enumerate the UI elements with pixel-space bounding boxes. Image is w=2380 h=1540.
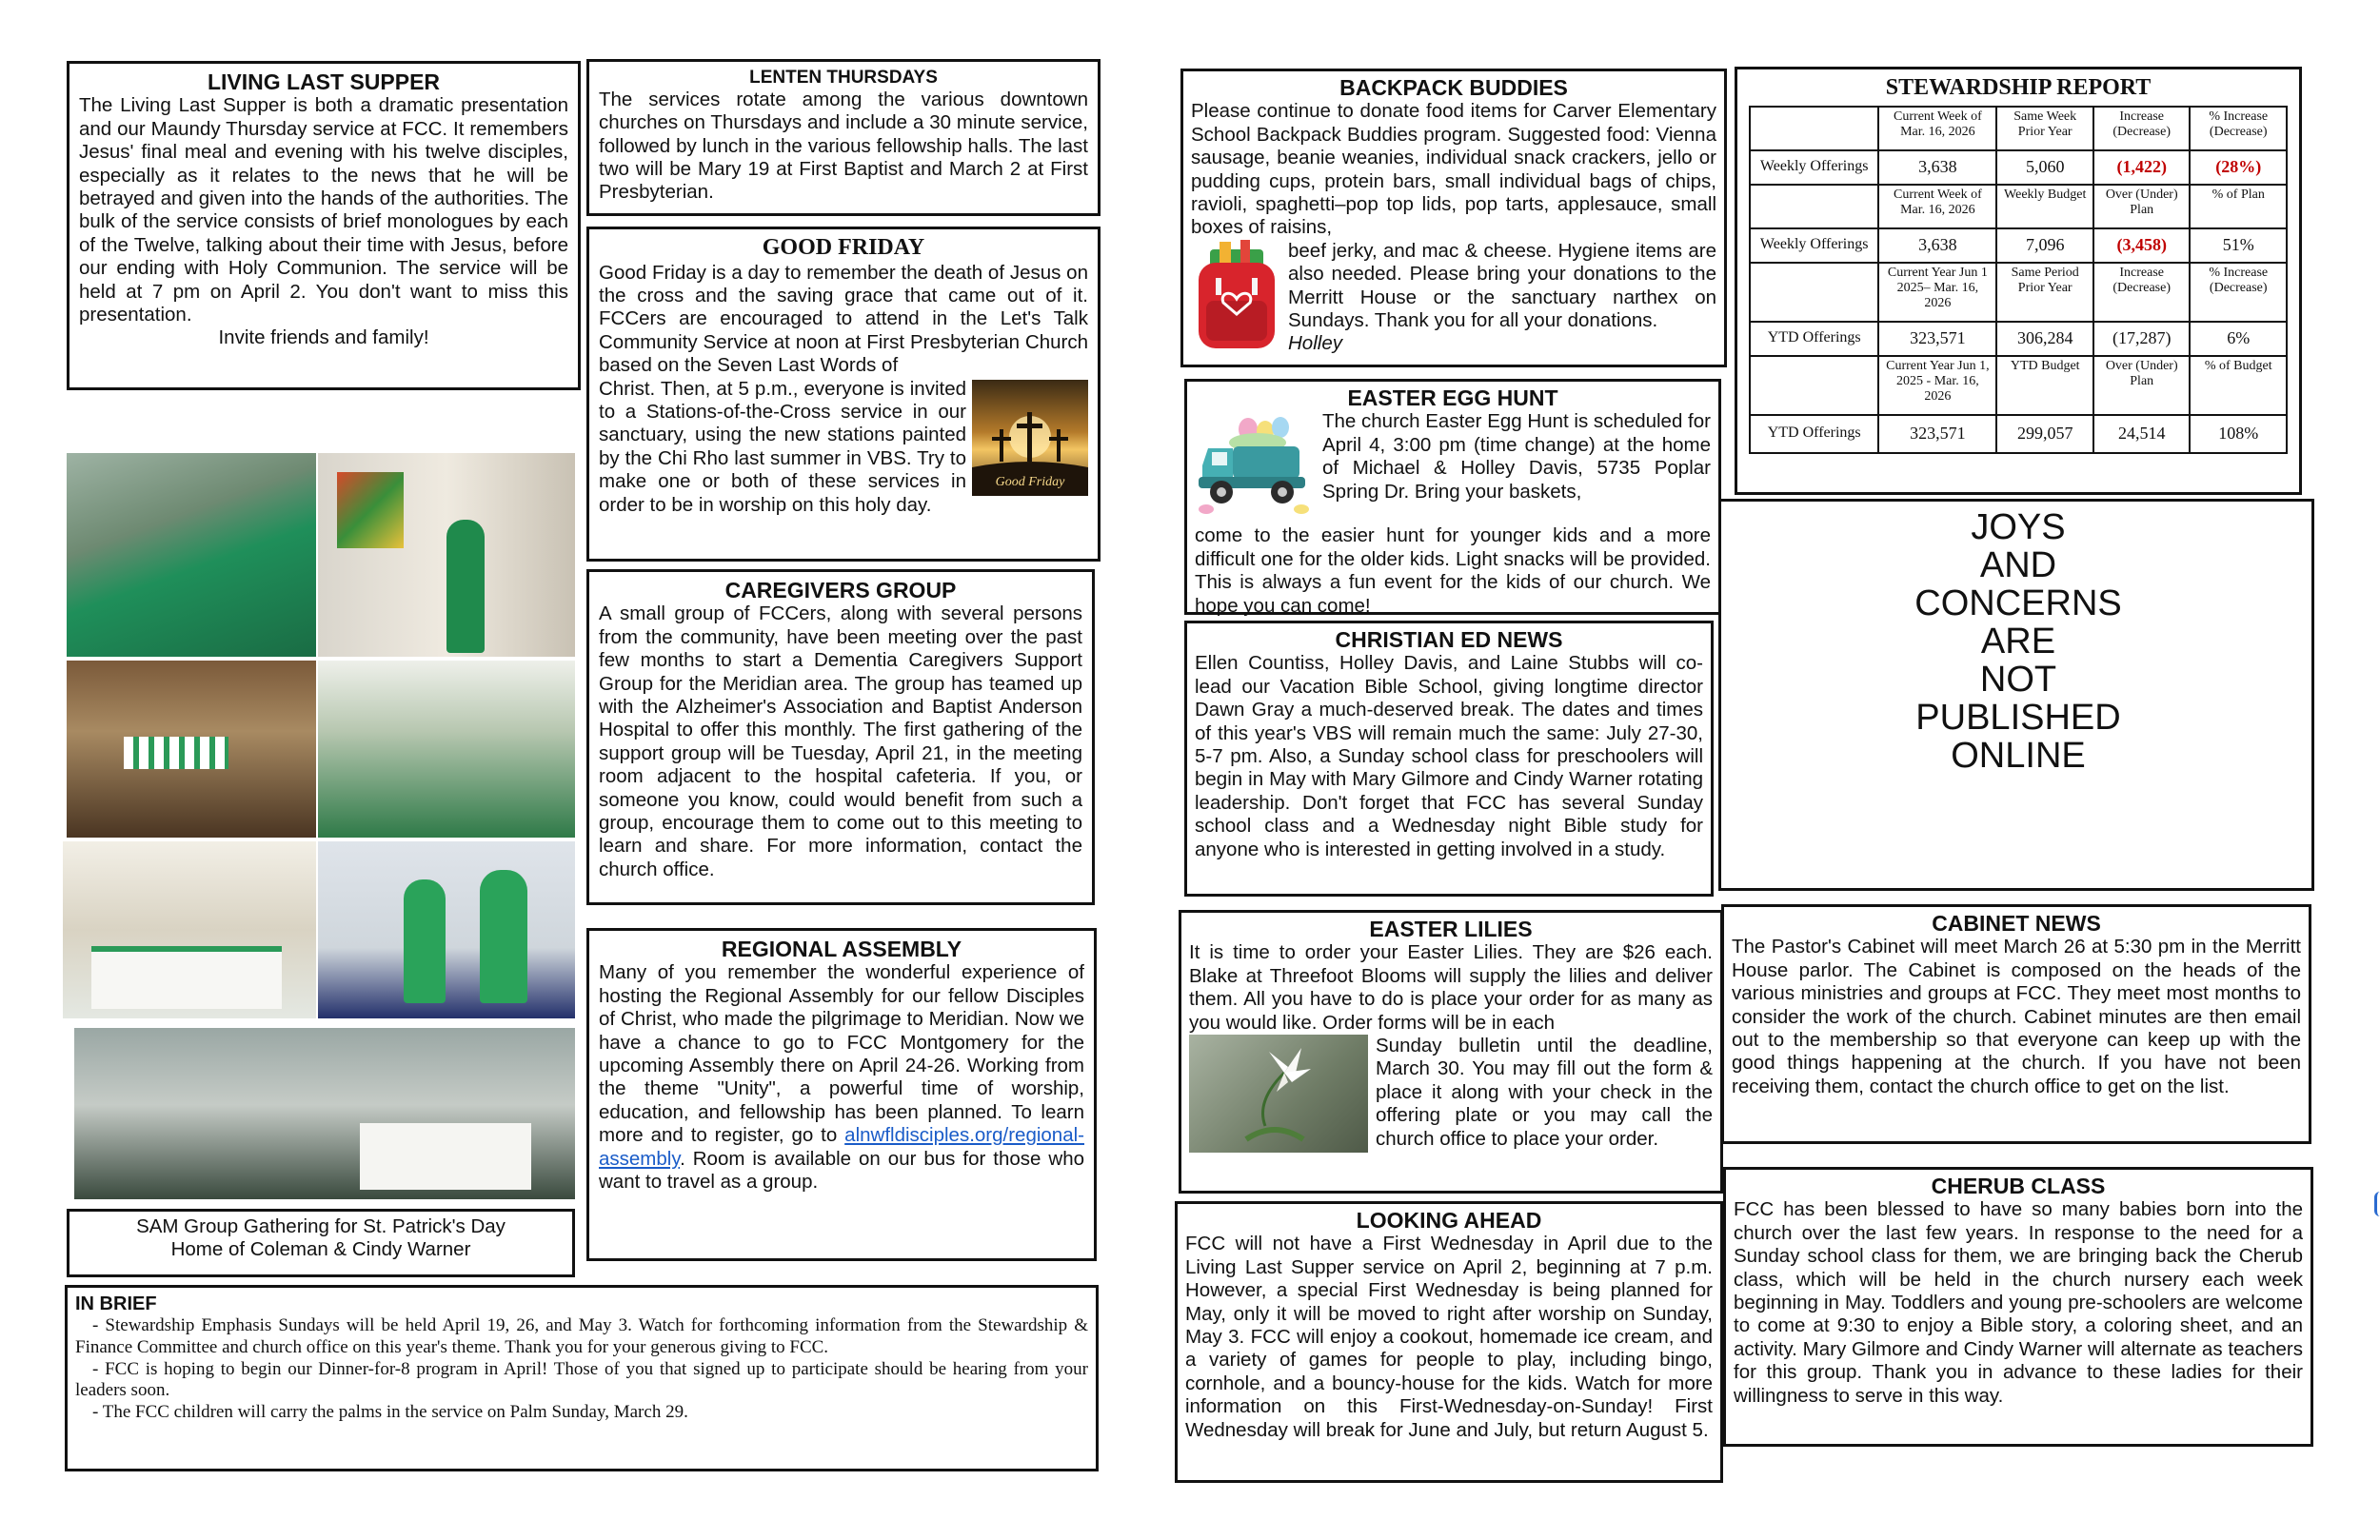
stewardship-cell: 51% xyxy=(2190,228,2287,263)
cherub-class-article xyxy=(1723,1167,2313,1447)
backpack-buddies-article xyxy=(1180,69,1727,367)
joys-line: CONCERNS xyxy=(1914,583,2122,623)
christian-ed-body: Ellen Countiss, Holley Davis, and Laine Stubbs will co-lead our Vacation Bible School, giving longtime director Dawn Gray a much-deserved break. The dates and times of this year's VBS will remain much the same: July 27-30, 5-7 pm. Also, a Sunday school class for preschoolers will begin in May with Mary Gilmore and Cindy Warner rotating leadership. Don't forget that FCC has several Sunday school class and a Wednesday night Bible study for anyone who is interested in getting involved in a study. xyxy=(1195,652,1703,860)
stewardship-cell: 3,638 xyxy=(1878,150,1996,185)
good-friday-article xyxy=(586,227,1101,562)
photo-caption-line1: SAM Group Gathering for St. Patrick's Day xyxy=(136,1215,506,1237)
stewardship-row-header-4 xyxy=(1750,356,2287,415)
stewardship-cell: (3,458) xyxy=(2093,228,2191,263)
in-brief-article xyxy=(65,1285,1099,1471)
cabinet-news-title: CABINET NEWS xyxy=(1932,911,2101,936)
joys-concerns-notice xyxy=(1856,508,2180,775)
living-last-supper-article xyxy=(67,61,581,390)
good-friday-image-caption: Good Friday xyxy=(995,474,1065,489)
stewardship-cell: 7,096 xyxy=(1996,228,2093,263)
in-brief-item-3: - The FCC children will carry the palms in the service on Palm Sunday, March 29. xyxy=(92,1402,688,1423)
easter-egg-hunt-body-bottom: come to the easier hunt for younger kids and a more difficult one for the older kids. Light snacks will be provided. This is always a fun event for the kids of our church. We hope you can come! xyxy=(1195,524,1711,617)
in-brief-item-2: - FCC is hoping to begin our Dinner-for-8 program in April! Those of you that signed up to participate should be hearing from your leaders soon. xyxy=(75,1358,1088,1401)
photo-table-decorations xyxy=(67,661,316,838)
joys-line: AND xyxy=(1979,545,2057,585)
stewardship-cell: % of Plan xyxy=(2190,185,2287,228)
in-brief-item-1: - Stewardship Emphasis Sundays will be held April 19, 26, and May 3. Watch for forthcoming information from the Stewardship & Finance Committee and church office on this year's theme. Thank you for your generous giving to FCC. xyxy=(75,1315,1088,1357)
easter-lilies-body-top: It is time to order your Easter Lilies. They are $26 each. Blake at Threefoot Blooms will supply the lilies and deliver them. All you have to do is place your order for as many as you would like. Order forms will be in each xyxy=(1189,941,1713,1034)
easter-truck-image xyxy=(1195,410,1317,524)
photo-buffet-line xyxy=(63,841,316,1018)
stewardship-cell: 323,571 xyxy=(1878,415,1996,453)
stewardship-cell: 5,060 xyxy=(1996,150,2093,185)
stewardship-cell: Current Week of Mar. 16, 2026 xyxy=(1878,107,1996,150)
looking-ahead-title: LOOKING AHEAD xyxy=(1356,1208,1542,1233)
stewardship-row-header-2 xyxy=(1750,185,2287,228)
stewardship-cell: 3,638 xyxy=(1878,228,1996,263)
stewardship-cell: Same Period Prior Year xyxy=(1996,263,2093,322)
stewardship-cell xyxy=(1750,356,1878,415)
stewardship-row-ytd-vs-prior xyxy=(1750,322,2287,356)
stewardship-cell: Weekly Offerings xyxy=(1750,150,1878,185)
living-last-supper-closing: Invite friends and family! xyxy=(218,326,429,349)
stewardship-cell: Current Week of Mar. 16, 2026 xyxy=(1878,185,1996,228)
easter-lilies-article xyxy=(1179,910,1723,1194)
easter-lily-image xyxy=(1189,1035,1368,1153)
easter-lilies-title: EASTER LILIES xyxy=(1369,917,1533,941)
edge-mark-icon xyxy=(2374,1192,2380,1216)
stewardship-cell xyxy=(1750,107,1878,150)
christian-ed-title: CHRISTIAN ED NEWS xyxy=(1335,627,1563,652)
joys-line: ONLINE xyxy=(1951,736,2086,776)
looking-ahead-body: FCC will not have a First Wednesday in April due to the Living Last Supper service on April 2, beginning at 7 p.m. However, a special First Wednesday is being planned for May, only it will be moved to right after worship on Sunday, May 3. FCC will enjoy a cookout, homemade ice cream, and a variety of games for people to play, including bingo, cornhole, and a bouncy-house for the kids. Watch for more information on this First-Wednesday-on-Sunday! First Wednesday will break for June and July, but return August 5. xyxy=(1185,1233,1713,1441)
stewardship-report xyxy=(1735,67,2302,495)
good-friday-body-top: Good Friday is a day to remember the death of Jesus on the cross and the saving grace that came out of it. FCCers are encouraged to attend in the Let's Talk Community Service at noon at First Presbyterian Church based on the Seven Last Words of xyxy=(599,261,1088,377)
photo-party-table xyxy=(67,453,316,657)
lenten-thursdays-article xyxy=(586,59,1101,216)
stewardship-cell: % of Budget xyxy=(2190,356,2287,415)
regional-assembly-title: REGIONAL ASSEMBLY xyxy=(721,937,962,961)
good-friday-body-side: Christ. Then, at 5 p.m., everyone is invited to a Stations-of-the-Cross service in our sanctuary, using the new stations painted by the Chi Rho last summer in VBS. Try to make one or both of these services in order to be in worship on this holy day. xyxy=(599,377,966,516)
easter-egg-hunt-title: EASTER EGG HUNT xyxy=(1347,385,1558,410)
stewardship-cell: 306,284 xyxy=(1996,322,2093,356)
stewardship-cell: YTD Budget xyxy=(1996,356,2093,415)
photo-caption-box xyxy=(67,1209,575,1277)
stewardship-cell xyxy=(1750,185,1878,228)
stewardship-cell: 323,571 xyxy=(1878,322,1996,356)
joys-line: ARE xyxy=(1980,622,2056,661)
easter-lilies-body-side: Sunday bulletin until the deadline, March 30. You may fill out the form & place it along with your check in the offering plate or you may call the church office to place your order. xyxy=(1376,1035,1713,1150)
stewardship-cell: Over (Under) Plan xyxy=(2093,185,2191,228)
joys-line: PUBLISHED xyxy=(1915,698,2121,738)
stewardship-cell: Increase (Decrease) xyxy=(2093,107,2191,150)
stewardship-cell: Same Week Prior Year xyxy=(1996,107,2093,150)
stewardship-row-header-1 xyxy=(1750,107,2287,150)
backpack-buddies-body-side: beef jerky, and mac & cheese. Hygiene items are also needed. Please bring your donations to the Merritt House or the sanctuary narthex on Sundays. Thank you for all your donations. xyxy=(1288,239,1716,331)
stewardship-cell: 24,514 xyxy=(2093,415,2191,453)
stewardship-cell: (1,422) xyxy=(2093,150,2191,185)
lenten-thursdays-title: LENTEN THURSDAYS xyxy=(749,68,938,88)
joys-line: NOT xyxy=(1979,660,2057,700)
cabinet-news-body: The Pastor's Cabinet will meet March 26 at 5:30 pm in the Merritt House parlor. The Cabinet is composed on the heads of the various ministries and groups at FCC. They meet most months to consider the work of the church. Cabinet minutes are then email out to the membership so that everyone can keep up with the good things happening at the church. If you have not been receiving them, contact the church office to get on the list. xyxy=(1732,936,2301,1097)
stewardship-cell: Increase (Decrease) xyxy=(2093,263,2191,322)
stewardship-cell: % Increase (Decrease) xyxy=(2190,263,2287,322)
looking-ahead-article xyxy=(1175,1201,1723,1483)
cabinet-news-article xyxy=(1721,904,2311,1144)
lenten-thursdays-body: The services rotate among the various downtown churches on Thursdays and include a 30 minute service, followed by lunch in the various fellowship halls. The last two will be Mary 19 at First Baptist and March 2 at First Presbyterian. xyxy=(599,88,1088,204)
stewardship-cell: YTD Offerings xyxy=(1750,415,1878,453)
stewardship-cell: 6% xyxy=(2190,322,2287,356)
easter-egg-hunt-body-side: The church Easter Egg Hunt is scheduled for April 4, 3:00 pm (time change) at the home of Michael & Holley Davis, 5735 Poplar Spring Dr. Bring your baskets, xyxy=(1322,410,1711,503)
regional-assembly-text-before: Many of you remember the wonderful experience of hosting the Regional Assembly for our fellow Disciples of Christ, who made the pilgrimage to Meridian. Now we have a chance to go to FCC Montgomery for the upcoming Assembly there on April 24-26. Working from the theme "Unity", a powerful time of worship, education, and fellowship has been planned. To learn more and to register, go to xyxy=(599,961,1084,1147)
cherub-class-body: FCC has been blessed to have so many babies born into the church over the last few years. In response to the need for a Sunday school class for them, we are bringing back the Cherub class, which will be held in the church nursery each week beginning in May. Toddlers and young pre-schoolers are welcome to come at 9:30 to enjoy a Bible story, a coloring sheet, and an activity. Mary Gilmore and Cindy Warner will alternate as teachers for this group. Thank you in advance to these ladies for their willingness to serve in this way. xyxy=(1734,1198,2303,1407)
living-last-supper-title: LIVING LAST SUPPER xyxy=(207,69,441,94)
backpack-buddies-title: BACKPACK BUDDIES xyxy=(1339,75,1568,100)
backpack-buddies-signature: Holley xyxy=(1288,332,1342,355)
good-friday-title: GOOD FRIDAY xyxy=(762,235,925,260)
stewardship-report-title: STEWARDSHIP REPORT xyxy=(1885,75,2152,100)
stewardship-cell: % Increase (Decrease) xyxy=(2190,107,2287,150)
stewardship-cell: 108% xyxy=(2190,415,2287,453)
stewardship-cell: 299,057 xyxy=(1996,415,2093,453)
photo-guests-in-green xyxy=(318,841,575,1018)
caregivers-group-title: CAREGIVERS GROUP xyxy=(724,578,957,602)
regional-assembly-body xyxy=(599,961,1084,1194)
christian-ed-article xyxy=(1184,621,1714,897)
regional-assembly-text-after: . Room is available on our bus for those who want to travel as a group. xyxy=(599,1147,1084,1193)
stewardship-cell: Current Year Jun 1 2025– Mar. 16, 2026 xyxy=(1878,263,1996,322)
good-friday-crosses-image xyxy=(972,380,1088,496)
living-last-supper-body: The Living Last Supper is both a dramatic presentation and our Maundy Thursday service at FCC. It remembers Jesus' final meal and evening with his twelve disciples, especially as it relates to the news that he will be betrayed and given into the hands of the authorities. The bulk of the service consists of brief monologues by each of the Twelve, talking about their time with Jesus, before our ending with Holy Communion. The service will be held at 7 pm on April 2. You don't want to miss this presentation. xyxy=(79,94,568,326)
regional-assembly-link[interactable]: alnwfldisciples.org/regional-assembly xyxy=(599,1124,1084,1170)
photo-caption-line2: Home of Coleman & Cindy Warner xyxy=(170,1238,471,1261)
regional-assembly-article xyxy=(586,928,1097,1261)
joys-line: JOYS xyxy=(1971,507,2066,547)
stewardship-cell: Current Year Jun 1, 2025 - Mar. 16, 2026 xyxy=(1878,356,1996,415)
st-patricks-photo-collage xyxy=(63,449,579,1203)
stewardship-row-header-3 xyxy=(1750,263,2287,322)
stewardship-cell xyxy=(1750,263,1878,322)
stewardship-cell: (17,287) xyxy=(2093,322,2191,356)
photo-tent-gathering xyxy=(318,661,575,838)
stewardship-cell: (28%) xyxy=(2190,150,2287,185)
stewardship-cell: YTD Offerings xyxy=(1750,322,1878,356)
easter-egg-hunt-article xyxy=(1184,379,1721,615)
stewardship-cell: Weekly Offerings xyxy=(1750,228,1878,263)
backpack-buddies-body-top: Please continue to donate food items for Carver Elementary School Backpack Buddies program. Suggested food: Vienna sausage, beanie weanies, individual snack crackers, jello or pudding cups, protein bars, small individual bags of chips, ravioli, spaghetti–pop top lids, pop tarts, applesauce, small boxes of raisins, xyxy=(1191,100,1716,239)
backpack-icon xyxy=(1191,240,1282,352)
stewardship-cell: Over (Under) Plan xyxy=(2093,356,2191,415)
caregivers-group-article xyxy=(586,569,1095,905)
photo-woman-in-green xyxy=(318,453,575,657)
stewardship-row-ytd-vs-budget xyxy=(1750,415,2287,453)
stewardship-row-weekly-vs-budget xyxy=(1750,228,2287,263)
stewardship-table xyxy=(1749,106,2288,454)
stewardship-row-weekly-vs-prior xyxy=(1750,150,2287,185)
stewardship-cell: Weekly Budget xyxy=(1996,185,2093,228)
in-brief-title: IN BRIEF xyxy=(75,1293,157,1314)
photo-group-dining xyxy=(74,1028,575,1199)
cherub-class-title: CHERUB CLASS xyxy=(1931,1174,2106,1198)
caregivers-group-body: A small group of FCCers, along with several persons from the community, have been meeting over the past few months to start a Dementia Caregivers Support Group for the Meridian area. The group has teamed up with the Alzheimer's Association and Baptist Anderson Hospital to offer this monthly. The first gathering of the support group will be Tuesday, April 21, in the meeting room adjacent to the hospital cafeteria. If you, or someone you know, could would benefit from such a group, encourage them to come out to this meeting to learn and share. For more information, contact the church office. xyxy=(599,602,1082,880)
